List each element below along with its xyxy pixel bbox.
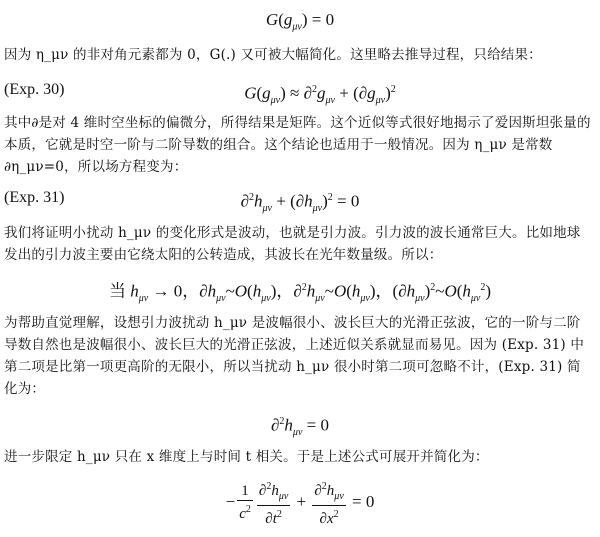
equation-wave: − $\frac{1}{c^2}$ $\frac{\partial^2h_{\mu\nu}}{\partial t^2}$ + $\frac{\partial^2h_{\mu\nu}}{\partial x^2}$ = 0 — [0, 478, 600, 528]
equation-exp31: $\partial^2h_{\mu\nu} + (\partial h_{\mu\nu})^2 = 0$ — [240, 191, 360, 215]
paragraph-1: 因为 η_μν 的非对角元素都为 0，G(.) 又可被大幅简化。这里略去推导过程，只给结果： — [4, 47, 542, 63]
equation-label-exp31: (Exp. 31) — [4, 189, 65, 206]
equation-einstein-tensor: $G(g_{\mu\nu}) = 0$ — [265, 10, 335, 33]
equation-exp30: $G(g_{\mu\nu}) \approx \partial^2g_{\mu\nu} + (\partial g_{\mu\nu})^2$ — [244, 83, 396, 107]
equation-simplified: $\partial^2h_{\mu\nu} = 0$ — [271, 415, 329, 439]
paragraph-2: 其中∂是对 4 维时空坐标的偏微分，所得结果是矩阵。这个近似等式很好地揭示了爱因斯坦张量的本质，它就是时空一阶与二阶导数的组合。这个结论也适用于一般情况。因为 η_μν 是常数∂η_μν=0，所以场方程变为： — [4, 115, 591, 175]
paragraph-5: 进一步限定 h_μν 只在 x 维度上与时间 t 相关。于是上述公式可展开并简化为： — [4, 449, 489, 465]
equation-label-exp30: (Exp. 30) — [4, 81, 65, 98]
paragraph-4: 为帮助直觉理解，设想引力波扰动 h_μν 是波幅很小、波长巨大的光滑正弦波，它的一阶与二阶导数自然也是波幅很小、波长巨大的光滑正弦波，上述近似关系就显而易见。因为 (Exp. 31) 中第二项是比第一项更高阶的无限小，所以当扰动 h_μν 很小时第二项可忽略不计，(Exp. 31) 简化为： — [4, 315, 585, 397]
paragraph-3: 我们将证明小扰动 h_μν 的变化形式是波动，也就是引力波。引力波的波长通常巨大。比如地球发出的引力波主要由它绕太阳的公转造成，其波长在光年数量级。所以： — [4, 225, 581, 263]
equation-order-relations: 当 $h_{\mu\nu} \to 0$，$\partial h_{\mu\nu}\sim O(h_{\mu\nu})$，$\partial^2h_{\mu\nu}\sim O(h_{\mu\nu})$，$(\partial h_{\mu\nu})^2\sim O(h_{\mu\nu}^2)$ — [108, 281, 492, 305]
